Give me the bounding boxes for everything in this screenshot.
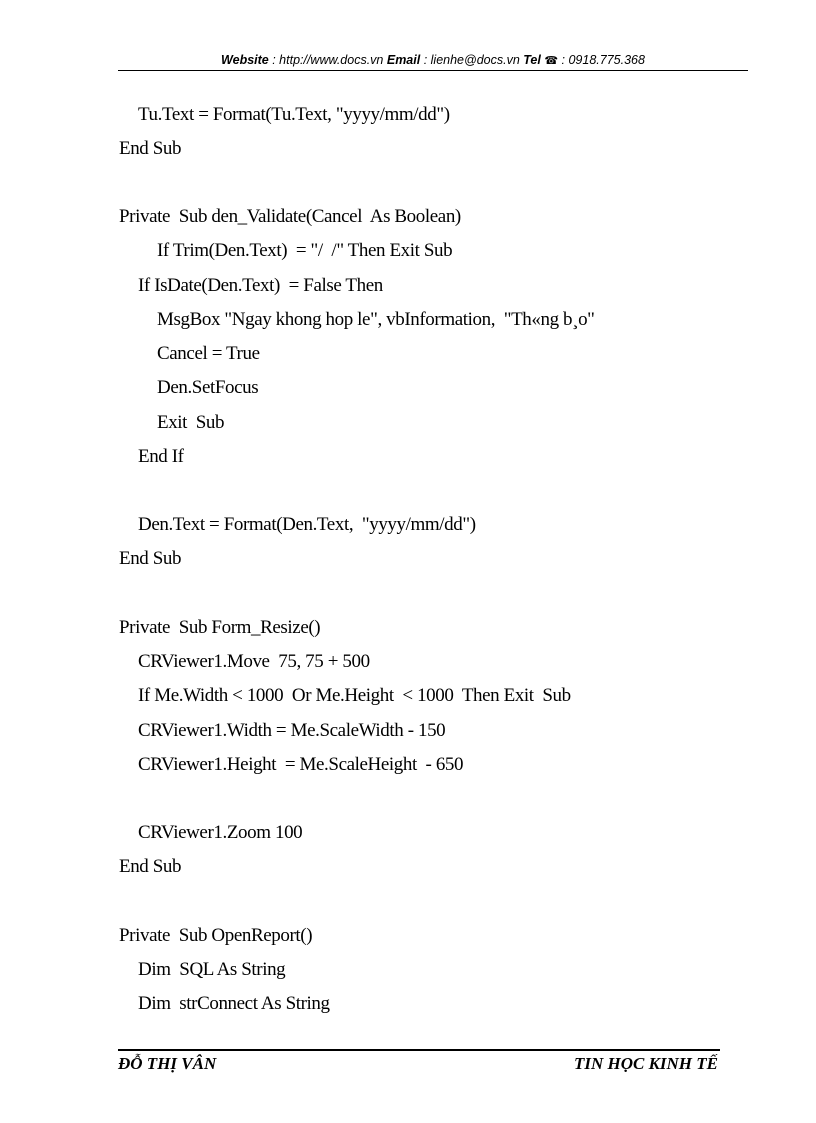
header-rule <box>118 70 748 71</box>
website-label: Website <box>221 53 269 67</box>
footer-rule <box>118 1049 720 1051</box>
tel-label: Tel <box>523 53 541 67</box>
code-line: CRViewer1.Zoom 100 <box>138 822 303 843</box>
code-line: Cancel = True <box>157 343 260 364</box>
website-value: : http://www.docs.vn <box>268 53 387 67</box>
code-line: If Me.Width < 1000 Or Me.Height < 1000 Then Exit Sub <box>138 685 571 706</box>
code-line: CRViewer1.Move 75, 75 + 500 <box>138 651 370 672</box>
code-line: Dim strConnect As String <box>138 993 330 1014</box>
code-line: End If <box>138 446 184 467</box>
email-value: : lienhe@docs.vn <box>420 53 524 67</box>
code-line: Exit Sub <box>157 412 225 433</box>
code-line: If IsDate(Den.Text) = False Then <box>138 275 383 296</box>
code-line: Dim SQL As String <box>138 959 286 980</box>
code-line: Private Sub OpenReport() <box>119 925 313 946</box>
code-line: CRViewer1.Width = Me.ScaleWidth - 150 <box>138 720 446 741</box>
page-header <box>118 50 748 72</box>
code-line: If Trim(Den.Text) = "/ /" Then Exit Sub <box>157 240 453 261</box>
code-line: Den.SetFocus <box>157 377 259 398</box>
code-line: Tu.Text = Format(Tu.Text, "yyyy/mm/dd") <box>138 104 450 125</box>
email-label: Email <box>386 53 421 67</box>
code-line: Den.Text = Format(Den.Text, "yyyy/mm/dd") <box>138 514 476 535</box>
code-line: CRViewer1.Height = Me.ScaleHeight - 650 <box>138 754 464 775</box>
code-line: Private Sub den_Validate(Cancel As Boolean) <box>119 206 461 227</box>
footer-author: ĐỖ THỊ VÂN <box>118 1054 217 1073</box>
footer-subject: TIN HỌC KINH TẾ <box>573 1054 718 1073</box>
tel-value: : 0918.775.368 <box>558 53 645 67</box>
code-line: End Sub <box>119 548 182 569</box>
code-line: MsgBox "Ngay khong hop le", vbInformation, "Th«ng b¸o" <box>157 309 595 330</box>
code-line: End Sub <box>119 856 182 877</box>
code-line: Private Sub Form_Resize() <box>119 617 321 638</box>
code-line: End Sub <box>119 138 182 159</box>
phone-icon: ☎ <box>544 55 559 67</box>
